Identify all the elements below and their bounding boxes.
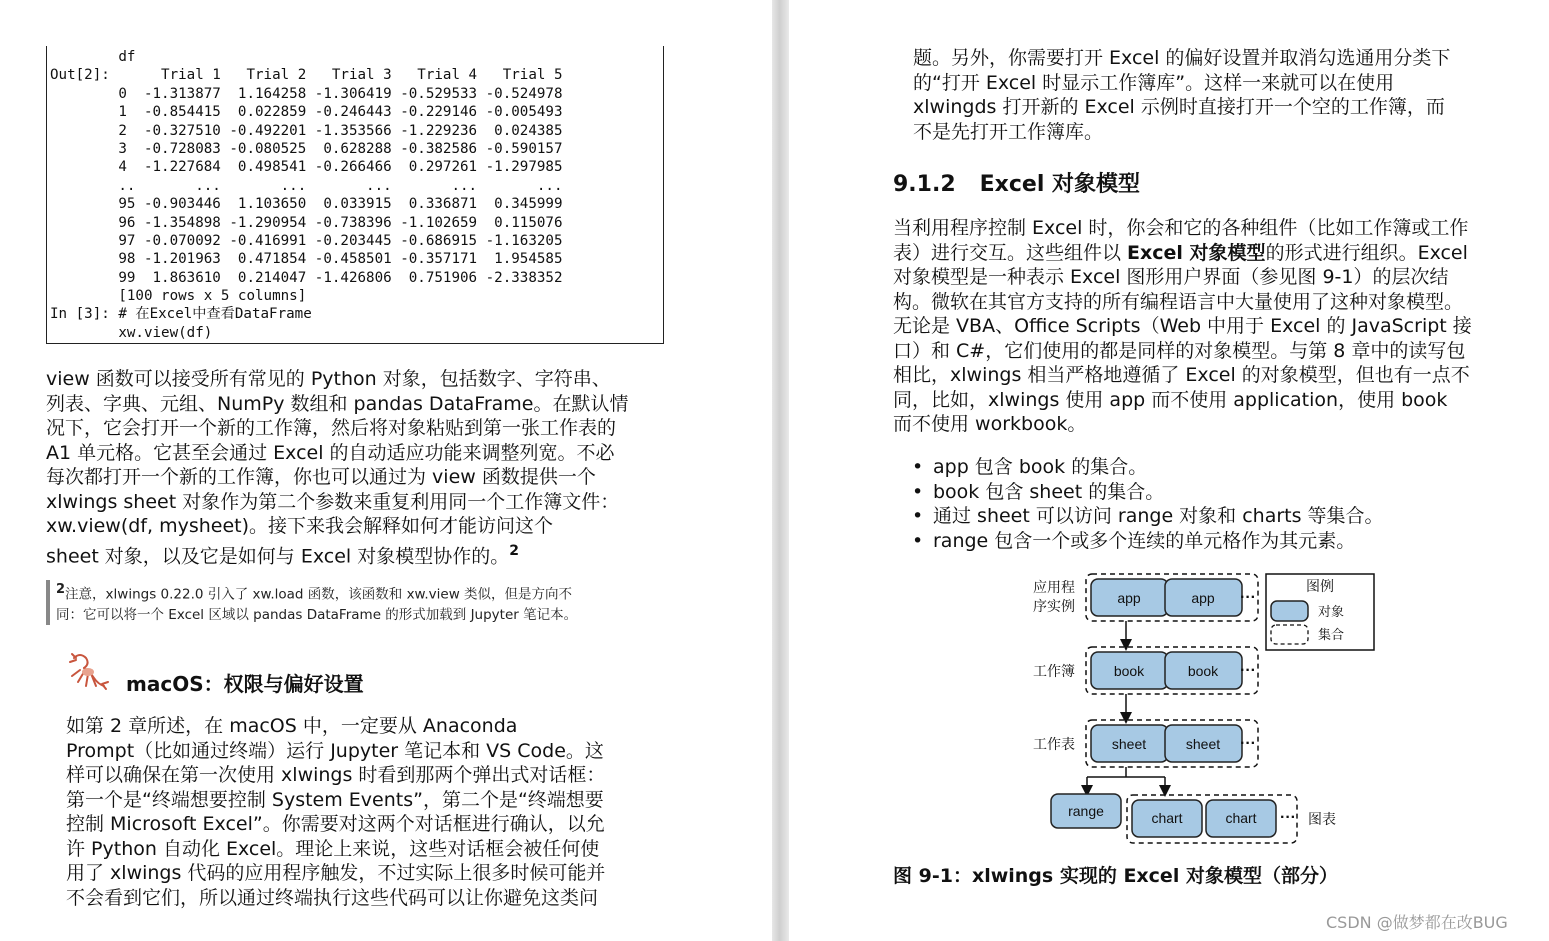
paragraph-line: 的“打开 Excel 时显示工作簿库”。这样一来就可以在使用: [913, 71, 1395, 94]
section-title: Excel 对象模型: [979, 172, 1141, 197]
range-node-label: range: [1068, 803, 1104, 819]
footnote-number: 2: [56, 582, 66, 597]
list-item-text: app 包含 book 的集合。: [933, 456, 1148, 478]
paragraph-line: 样可以确保在第一次使用 xlwings 时看到那两个弹出式对话框：: [66, 764, 606, 786]
code-line: 98 -1.201963 0.471854 -0.458501 -0.357171 1.954585: [50, 251, 563, 268]
list-item-text: book 包含 sheet 的集合。: [933, 480, 1165, 503]
paragraph-line-text: sheet 对象，以及它是如何与 Excel 对象模型协作的。: [46, 544, 510, 567]
code-line: 0 -1.313877 1.164258 -1.306419 -0.529533 -0.524978: [50, 85, 563, 102]
figure-caption: 图 9-1：xlwings 实现的 Excel 对象模型（部分）: [893, 865, 1338, 887]
row-label-app-line2: 序实例: [1033, 598, 1075, 614]
paragraph-line: 不是先打开工作簿库。: [913, 120, 1104, 143]
footnote-reference[interactable]: 2: [509, 542, 519, 559]
code-line: 99 1.863610 0.214047 -1.426806 0.751906 -2.338352: [50, 269, 563, 286]
app-node-label: app: [1117, 590, 1141, 606]
code-line: In [3]: # 在Excel中查看DataFrame: [50, 306, 312, 323]
code-line: [100 rows x 5 columns]: [50, 288, 307, 305]
paragraph-line: [46, 539, 686, 567]
chart-node-label: chart: [1225, 810, 1257, 826]
legend-collection-label: 集合: [1318, 627, 1345, 642]
book-gutter: [772, 0, 789, 941]
row-label-sheet: 工作表: [1033, 736, 1075, 752]
footnote-text: 注意，xlwings 0.22.0 引入了 xw.load 函数，该函数和 xw.view 类似，但是方向不: [65, 586, 573, 603]
sheet-node-label: sheet: [1111, 736, 1147, 752]
paragraph-line: xlwingds 打开新的 Excel 示例时直接打开一个空的工作簿，而: [913, 96, 1445, 118]
row-label-app: 应用程: [1033, 579, 1075, 595]
section-heading: [893, 167, 1140, 198]
legend-title: 图例: [1306, 578, 1334, 594]
bullet-list: [912, 455, 1384, 553]
paragraph-line: 对象模型是一种表示 Excel 图形用户界面（参见图 9-1）的层次结: [893, 266, 1449, 288]
footnote-line: [56, 580, 696, 605]
paragraph-line: 第一个是“终端想要控制 System Events”，第二个是“终端想要: [66, 788, 604, 811]
paragraph-line: xw.view(df, mysheet)。接下来我会解释如何才能访问这个: [46, 515, 554, 537]
code-line: df: [50, 49, 136, 65]
row-label-book: 工作簿: [1033, 663, 1075, 679]
app-node: [1091, 579, 1168, 616]
sidebar-heading: macOS：权限与偏好设置: [126, 672, 364, 696]
sheet-node: [1091, 725, 1168, 762]
paragraph-line: 列表、字典、元组、NumPy 数组和 pandas DataFrame。在默认情: [46, 392, 629, 415]
code-line: 97 -0.070092 -0.416991 -0.203445 -0.686915 -1.163205: [50, 232, 563, 249]
bold-term: Excel 对象模型: [1127, 241, 1266, 264]
object-model-diagram: [1020, 565, 1380, 850]
scorpion-icon: [66, 650, 110, 692]
paragraph-line: [893, 241, 1523, 266]
app-node-label: app: [1191, 590, 1215, 606]
code-line: 3 -0.728083 -0.080525 0.628288 -0.382586 -0.590157: [50, 140, 563, 157]
watermark: CSDN @做梦都在改BUG: [1326, 913, 1508, 932]
paragraph-line: 不会看到它们，所以通过终端执行这些代码可以让你避免这类问: [66, 886, 599, 909]
ellipsis: ···: [1240, 662, 1256, 679]
paragraph-line: 题。另外，你需要打开 Excel 的偏好设置并取消勾选通用分类下: [913, 47, 1451, 69]
code-line: 4 -1.227684 0.498541 -0.266466 0.297261 -1.297985: [50, 159, 563, 176]
paragraph-line: 当利用程序控制 Excel 时，你会和它的各种组件（比如工作簿或工作: [893, 217, 1469, 239]
paragraph-line: view 函数可以接受所有常见的 Python 对象，包括数字、字符串、: [46, 368, 611, 390]
footnote: [46, 580, 696, 625]
legend: [1266, 574, 1374, 650]
ellipsis: ···: [1240, 735, 1256, 752]
row-label-chart: 图表: [1308, 811, 1336, 827]
code-line: 96 -1.354898 -1.290954 -0.738396 -1.102659 0.115076: [50, 214, 563, 231]
code-output: [50, 48, 563, 342]
paragraph-text: 表）进行交互。这些组件以: [893, 241, 1128, 264]
paragraph-line: 同，比如，xlwings 使用 app 而不使用 application，使用 book: [893, 388, 1448, 411]
book-node-label: book: [1113, 663, 1145, 679]
list-item-text: range 包含一个或多个连续的单元格作为其元素。: [933, 529, 1356, 552]
book-node-label: book: [1187, 663, 1219, 679]
chart-node: [1132, 800, 1202, 837]
paragraph-line: 口）和 C#，它们使用的都是同样的对象模型。与第 8 章中的读写包: [893, 339, 1466, 362]
paragraph-line: 许 Python 自动化 Excel。理论上来说，这些对话框会被任何使: [66, 837, 600, 860]
sheet-node: [1165, 725, 1242, 762]
list-item: • book 包含 sheet 的集合。: [912, 480, 1165, 503]
paragraph-line: 相比，xlwings 相当严格地遵循了 Excel 的对象模型，但也有一点不: [893, 364, 1470, 386]
paragraph-line: A1 单元格。它甚至会通过 Excel 的自动适应功能来调整列宽。不必: [46, 441, 615, 464]
code-output-box: [46, 46, 664, 344]
ellipsis: ···: [1280, 809, 1296, 826]
paragraph-line: 用了 xlwings 代码的应用程序触发，不过实际上很多时候可能并: [66, 862, 606, 884]
chart-node-label: chart: [1151, 810, 1183, 826]
ellipsis: ···: [1240, 589, 1256, 606]
paragraph-line: Prompt（比如通过终端）运行 Jupyter 笔记本和 VS Code。这: [66, 739, 604, 762]
right-intro-paragraph: [913, 46, 1523, 144]
footnote-line: 同：它可以将一个 Excel 区域以 pandas DataFrame 的形式加载到 Jupyter 笔记本。: [56, 606, 578, 623]
paragraph-line: 无论是 VBA、Office Scripts（Web 中用于 Excel 的 JavaScript 接: [893, 315, 1472, 337]
list-item: • 通过 sheet 可以访问 range 对象和 charts 等集合。: [912, 505, 1384, 527]
sidebar-paragraph: [66, 714, 686, 910]
code-line: 95 -0.903446 1.103650 0.033915 0.336871 0.345999: [50, 196, 563, 213]
list-item: • range 包含一个或多个连续的单元格作为其元素。: [912, 529, 1356, 552]
app-node: [1165, 579, 1242, 616]
chart-node: [1206, 800, 1276, 837]
range-node: [1051, 794, 1121, 828]
paragraph-line: 况下，它会打开一个新的工作簿，然后将对象粘贴到第一张工作表的: [46, 417, 617, 439]
paragraph-line: 每次都打开一个新的工作簿，你也可以通过为 view 函数提供一个: [46, 466, 596, 488]
section-number: 9.1.2: [893, 172, 956, 197]
book-node: [1091, 652, 1168, 689]
paragraph-line: 构。微软在其官方支持的所有编程语言中大量使用了这种对象模型。: [893, 290, 1464, 313]
code-line: xw.view(df): [50, 324, 213, 341]
code-line: .. ... ... ... ... ...: [50, 177, 563, 194]
paragraph-line: xlwings sheet 对象作为第二个参数来重复利用同一个工作簿文件：: [46, 490, 620, 513]
paragraph-text: 的形式进行组织。Excel: [1265, 241, 1468, 264]
list-item-text: 通过 sheet 可以访问 range 对象和 charts 等集合。: [933, 505, 1384, 527]
left-paragraph: [46, 367, 686, 567]
code-line: 2 -0.327510 -0.492201 -1.353566 -1.229236 0.024385: [50, 122, 563, 139]
code-line: 1 -0.854415 0.022859 -0.246443 -0.229146 -0.005493: [50, 104, 563, 121]
right-paragraph: [893, 216, 1523, 437]
paragraph-line: 控制 Microsoft Excel”。你需要对这两个对话框进行确认，以允: [66, 813, 605, 835]
book-node: [1165, 652, 1242, 689]
sheet-node-label: sheet: [1185, 736, 1221, 752]
code-line: Out[2]: Trial 1 Trial 2 Trial 3 Trial 4 Trial 5: [50, 67, 563, 84]
list-item: • app 包含 book 的集合。: [912, 456, 1148, 478]
paragraph-line: 而不使用 workbook。: [893, 413, 1087, 435]
paragraph-line: 如第 2 章所述，在 macOS 中，一定要从 Anaconda: [66, 715, 518, 737]
legend-object-label: 对象: [1318, 604, 1345, 619]
